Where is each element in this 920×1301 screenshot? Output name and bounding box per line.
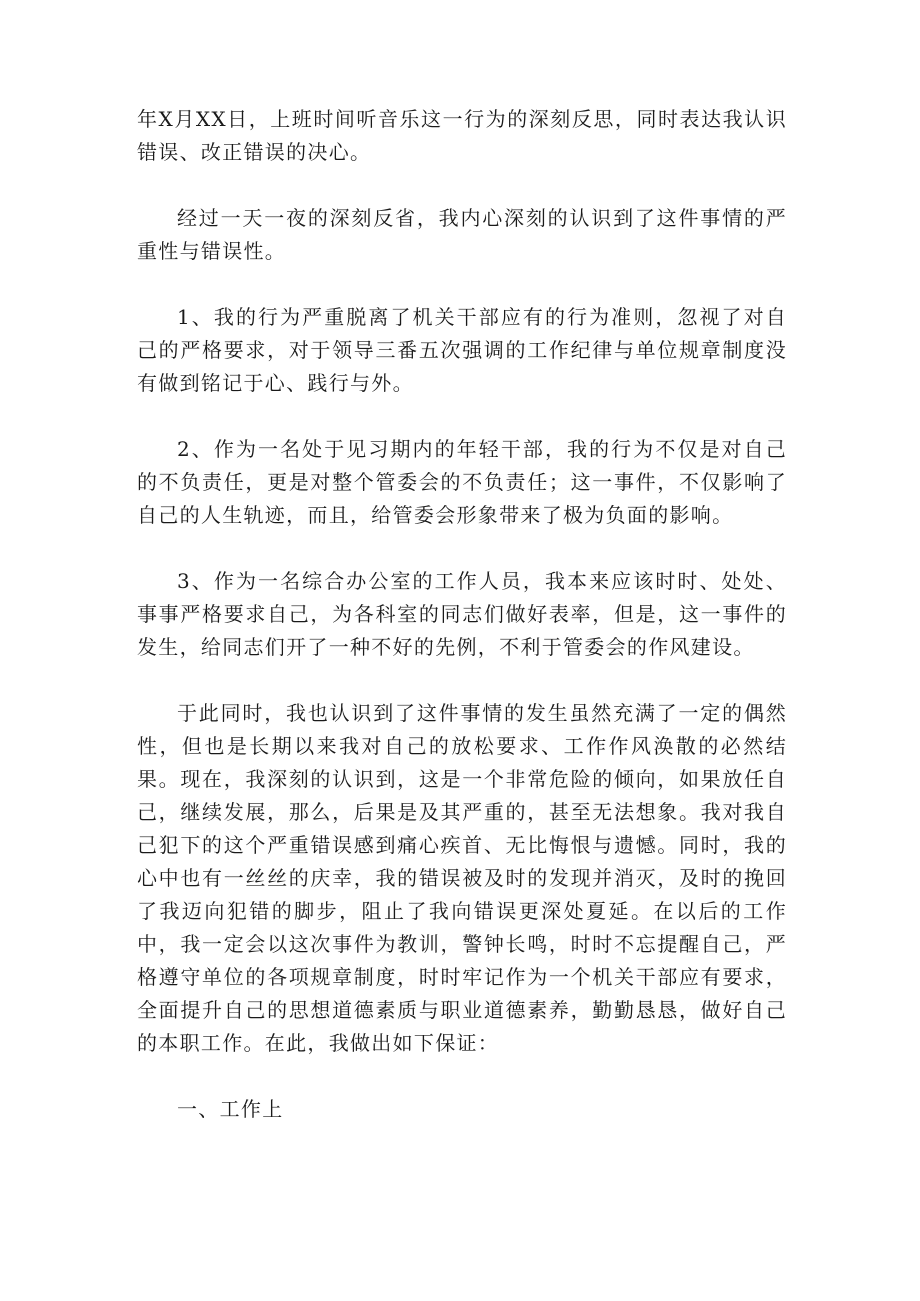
document-body bbox=[137, 103, 787, 1159]
section-heading-work: 一、工作上 bbox=[177, 1097, 284, 1121]
paragraph-conclusion: 于此同时，我也认识到了这件事情的发生虽然充满了一定的偶然性，但也是长期以来我对自己的放松要求、工作作风涣散的必然结果。现在，我深刻的认识到，这是一个非常危险的倾向，如果放任自己，继续发展，那么，后果是及其严重的，甚至无法想象。我对我自己犯下的这个严重错误感到痛心疾首、无比悔恨与遗憾。同时，我的心中也有一丝丝的庆幸，我的错误被及时的发现并消灭，及时的挽回了我迈向犯错的脚步，阻止了我向错误更深处夏延。在以后的工作中，我一定会以这次事件为教训，警钟长鸣，时时不忘提醒自己，严格遵守单位的各项规章制度，时时牢记作为一个机关干部应有要求，全面提升自己的思想道德素质与职业道德素养，勤勤恳恳，做好自己的本职工作。在此，我做出如下保证： bbox=[137, 701, 787, 1055]
paragraph-reflection: 经过一天一夜的深刻反省，我内心深刻的认识到了这件事情的严重性与错误性。 bbox=[137, 206, 787, 263]
paragraph-point-2: 2、作为一名处于见习期内的年轻干部，我的行为不仅是对自己的不负责任，更是对整个管委会的不负责任；这一事件，不仅影响了自己的人生轨迹，而且，给管委会形象带来了极为负面的影响。 bbox=[137, 437, 787, 527]
paragraph-point-1: 1、我的行为严重脱离了机关干部应有的行为准则，忽视了对自己的严格要求，对于领导三番五次强调的工作纪律与单位规章制度没有做到铭记于心、践行与外。 bbox=[137, 305, 787, 395]
paragraph-point-3: 3、作为一名综合办公室的工作人员，我本来应该时时、处处、事事严格要求自己，为各科室的同志们做好表率，但是，这一事件的发生，给同志们开了一种不好的先例，不利于管委会的作风建设。 bbox=[137, 569, 787, 659]
paragraph-intro: 年X月XX日，上班时间听音乐这一行为的深刻反思，同时表达我认识错误、改正错误的决心。 bbox=[137, 107, 787, 164]
